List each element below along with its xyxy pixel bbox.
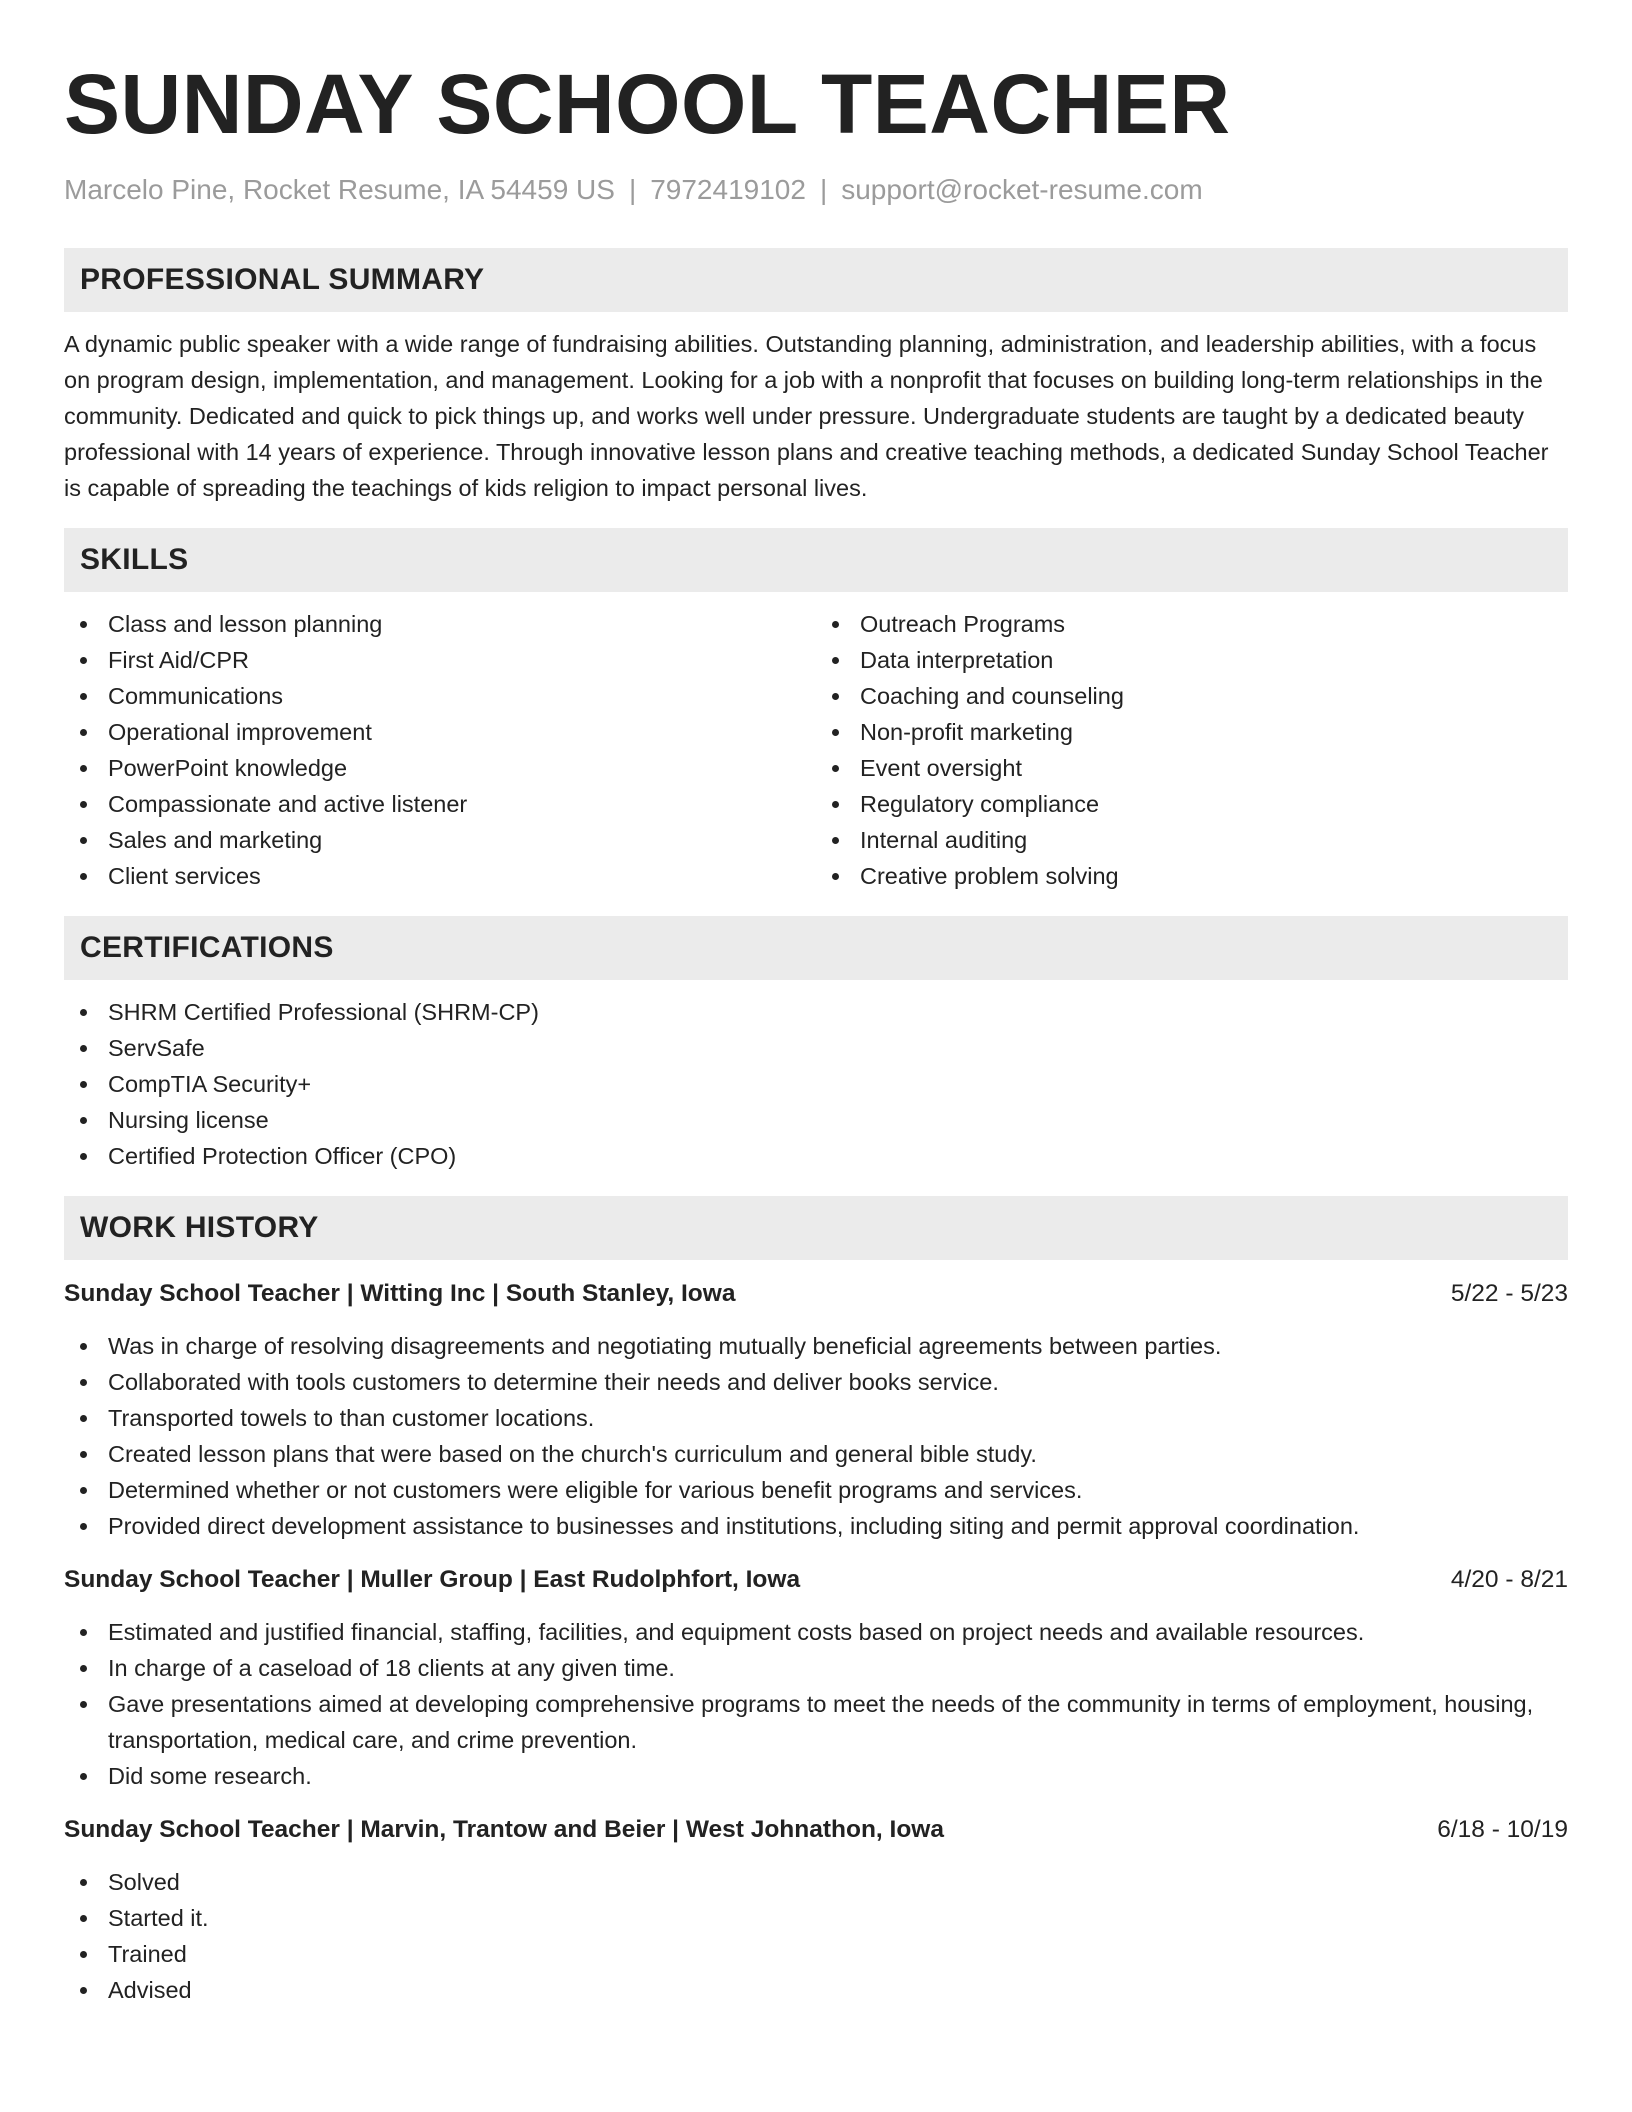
skills-list-left (64, 606, 816, 894)
job-bullets (64, 1328, 1568, 1544)
certifications-list (64, 994, 1568, 1174)
job-bullet: Gave presentations aimed at developing comprehensive programs to meet the needs of the community in terms of employment, housing, transportation, medical care, and crime prevention. (64, 1686, 1568, 1758)
certification-item: CompTIA Security+ (64, 1066, 1568, 1102)
contact-line (64, 170, 1568, 210)
section-header-certifications: CERTIFICATIONS (64, 916, 1568, 980)
skill-item: Coaching and counseling (816, 678, 1568, 714)
job-dates: 4/20 - 8/21 (1450, 1566, 1568, 1593)
job-bullet: Started it. (64, 1900, 1568, 1936)
job-header (64, 1276, 1568, 1312)
certification-item: ServSafe (64, 1030, 1568, 1066)
skill-item: Communications (64, 678, 816, 714)
section-header-summary: PROFESSIONAL SUMMARY (64, 248, 1568, 312)
contact-phone: 7972419102 (650, 174, 806, 205)
job-title: Sunday School Teacher | Muller Group | East Rudolphfort, Iowa (64, 1566, 801, 1593)
job-bullets (64, 1864, 1568, 2008)
job-bullet: Advised (64, 1972, 1568, 2008)
section-header-work-history: WORK HISTORY (64, 1196, 1568, 1260)
job-header (64, 1812, 1568, 1848)
job-dates: 6/18 - 10/19 (1437, 1816, 1568, 1843)
contact-separator: | (628, 174, 637, 205)
job-dates: 5/22 - 5/23 (1450, 1280, 1568, 1307)
skill-item: Outreach Programs (816, 606, 1568, 642)
job-bullet: Estimated and justified financial, staffing, facilities, and equipment costs based on project needs and available resources. (64, 1614, 1568, 1650)
skill-item: Client services (64, 858, 816, 894)
job-entry (64, 1812, 1568, 2008)
certification-item: Certified Protection Officer (CPO) (64, 1138, 1568, 1174)
job-entry (64, 1276, 1568, 1544)
job-header (64, 1562, 1568, 1598)
job-bullet: Determined whether or not customers were eligible for various benefit programs and services. (64, 1472, 1568, 1508)
contact-address: Marcelo Pine, Rocket Resume, IA 54459 US (64, 174, 615, 205)
section-header-skills: SKILLS (64, 528, 1568, 592)
skill-item: Class and lesson planning (64, 606, 816, 642)
job-bullet: Was in charge of resolving disagreements and negotiating mutually beneficial agreements between parties. (64, 1328, 1568, 1364)
contact-email: support@rocket-resume.com (841, 174, 1203, 205)
job-entry (64, 1562, 1568, 1794)
skills-list-right (816, 606, 1568, 894)
skill-item: First Aid/CPR (64, 642, 816, 678)
job-title: Sunday School Teacher | Marvin, Trantow and Beier | West Johnathon, Iowa (64, 1816, 944, 1843)
job-bullet: Collaborated with tools customers to determine their needs and deliver books service. (64, 1364, 1568, 1400)
job-bullet: Created lesson plans that were based on the church's curriculum and general bible study. (64, 1436, 1568, 1472)
skill-item: Non-profit marketing (816, 714, 1568, 750)
job-title: Sunday School Teacher | Witting Inc | South Stanley, Iowa (64, 1280, 736, 1307)
skill-item: Event oversight (816, 750, 1568, 786)
resume-title: SUNDAY SCHOOL TEACHER (64, 57, 1231, 151)
skill-item: PowerPoint knowledge (64, 750, 816, 786)
skill-item: Compassionate and active listener (64, 786, 816, 822)
skill-item: Operational improvement (64, 714, 816, 750)
skill-item: Regulatory compliance (816, 786, 1568, 822)
skill-item: Creative problem solving (816, 858, 1568, 894)
job-bullet: In charge of a caseload of 18 clients at any given time. (64, 1650, 1568, 1686)
skills-column-left (64, 606, 816, 894)
contact-separator: | (819, 174, 828, 205)
job-bullet: Trained (64, 1936, 1568, 1972)
skill-item: Data interpretation (816, 642, 1568, 678)
job-bullet: Solved (64, 1864, 1568, 1900)
skills-grid (64, 606, 1568, 894)
job-bullets (64, 1614, 1568, 1794)
skill-item: Internal auditing (816, 822, 1568, 858)
skill-item: Sales and marketing (64, 822, 816, 858)
job-bullet: Provided direct development assistance to businesses and institutions, including siting and permit approval coordination. (64, 1508, 1568, 1544)
summary-text: A dynamic public speaker with a wide range of fundraising abilities. Outstanding planning, administration, and leadership abilities, with a focus on program design, implementation, and management. Looking for a job with a nonprofit that focuses on building long-term relationships in the community. Dedicated and quick to pick things up, and works well under pressure. Undergraduate students are taught by a dedicated beauty professional with 14 years of experience. Through innovative lesson plans and creative teaching methods, a dedicated Sunday School Teacher is capable of spreading the teachings of kids religion to impact personal lives. (64, 331, 1549, 501)
job-bullet: Transported towels to than customer locations. (64, 1400, 1568, 1436)
job-bullet: Did some research. (64, 1758, 1568, 1794)
certification-item: SHRM Certified Professional (SHRM-CP) (64, 994, 1568, 1030)
certification-item: Nursing license (64, 1102, 1568, 1138)
skills-column-right (816, 606, 1568, 894)
